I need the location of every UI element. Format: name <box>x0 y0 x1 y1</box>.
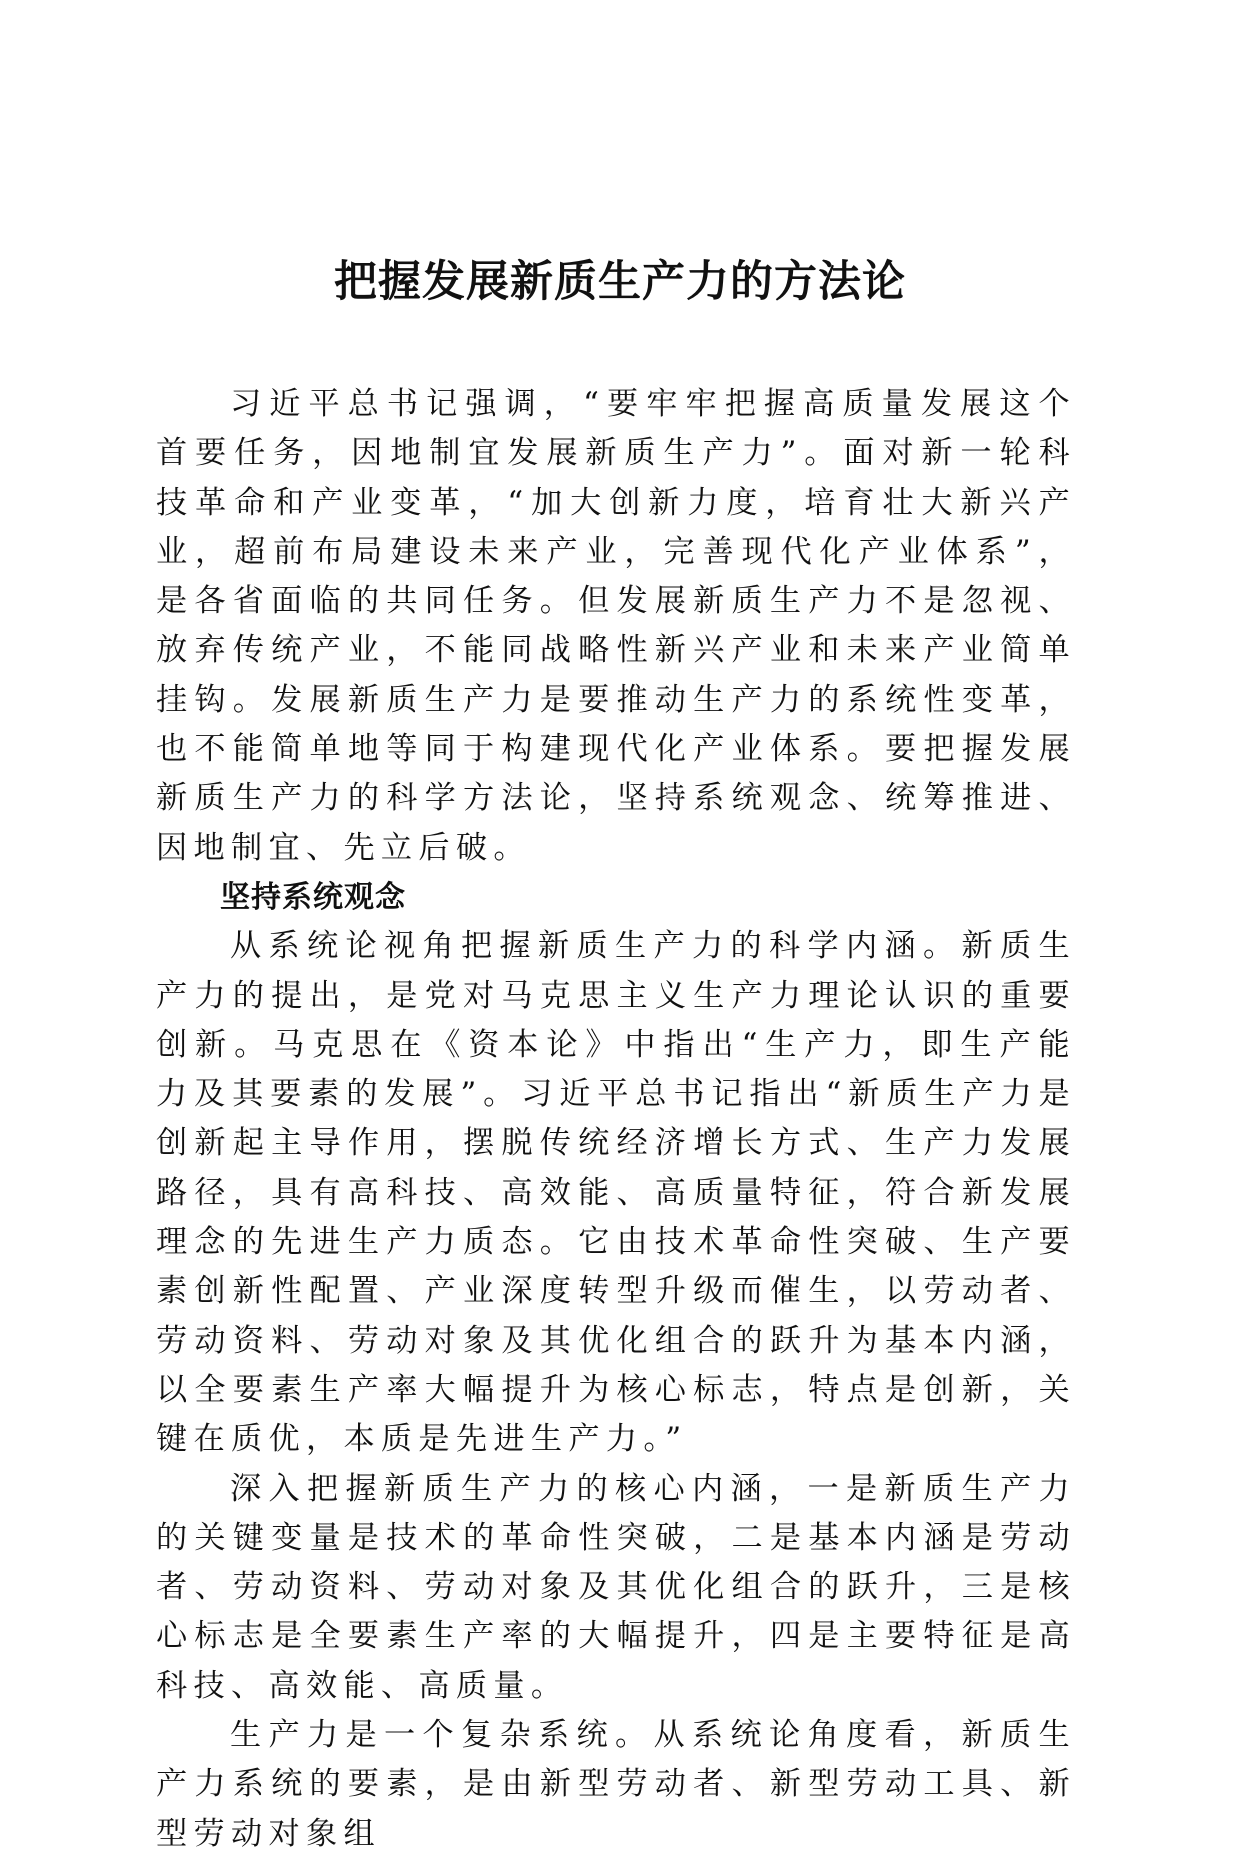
document-title: 把握发展新质生产力的方法论 <box>334 257 906 307</box>
paragraph-intro: 习近平总书记强调，“要牢牢把握高质量发展这个首要任务，因地制宜发展新质生产力”。面对新一轮科技革命和产业变革，“加大创新力度，培育壮大新兴产业，超前布局建设未来产业，完善现代化产业体系”，是各省面临的共同任务。但发展新质生产力不是忽视、放弃传统产业，不能同战略性新兴产业和未来产业简单挂钩。发展新质生产力是要推动生产力的系统性变革，也不能简单地等同于构建现代化产业体系。要把握发展新质生产力的科学方法论，坚持系统观念、统筹推进、因地制宜、先立后破。 <box>156 386 1076 866</box>
paragraph-core-connotation: 深入把握新质生产力的核心内涵，一是新质生产力的关键变量是技术的革命性突破，二是基本内涵是劳动者、劳动资料、劳动对象及其优化组合的跃升，三是核心标志是全要素生产率的大幅提升，四是主要特征是高科技、高效能、高质量。 <box>156 1470 1076 1704</box>
document-body <box>156 380 1076 1859</box>
paragraph-system-view: 从系统论视角把握新质生产力的科学内涵。新质生产力的提出，是党对马克思主义生产力理论认识的重要创新。马克思在《资本论》中指出“生产力，即生产能力及其要素的发展”。习近平总书记指出“新质生产力是创新起主导作用，摆脱传统经济增长方式、生产力发展路径，具有高科技、高效能、高质量特征，符合新发展理念的先进生产力质态。它由技术革命性突破、生产要素创新性配置、产业深度转型升级而催生，以劳动者、劳动资料、劳动对象及其优化组合的跃升为基本内涵，以全要素生产率大幅提升为核心标志，特点是创新，关键在质优，本质是先进生产力。” <box>156 928 1076 1458</box>
section-heading: 坚持系统观念 <box>220 879 406 915</box>
paragraph-complex-system: 生产力是一个复杂系统。从系统论角度看，新质生产力系统的要素，是由新型劳动者、新型劳动工具、新型劳动对象组 <box>156 1717 1076 1852</box>
